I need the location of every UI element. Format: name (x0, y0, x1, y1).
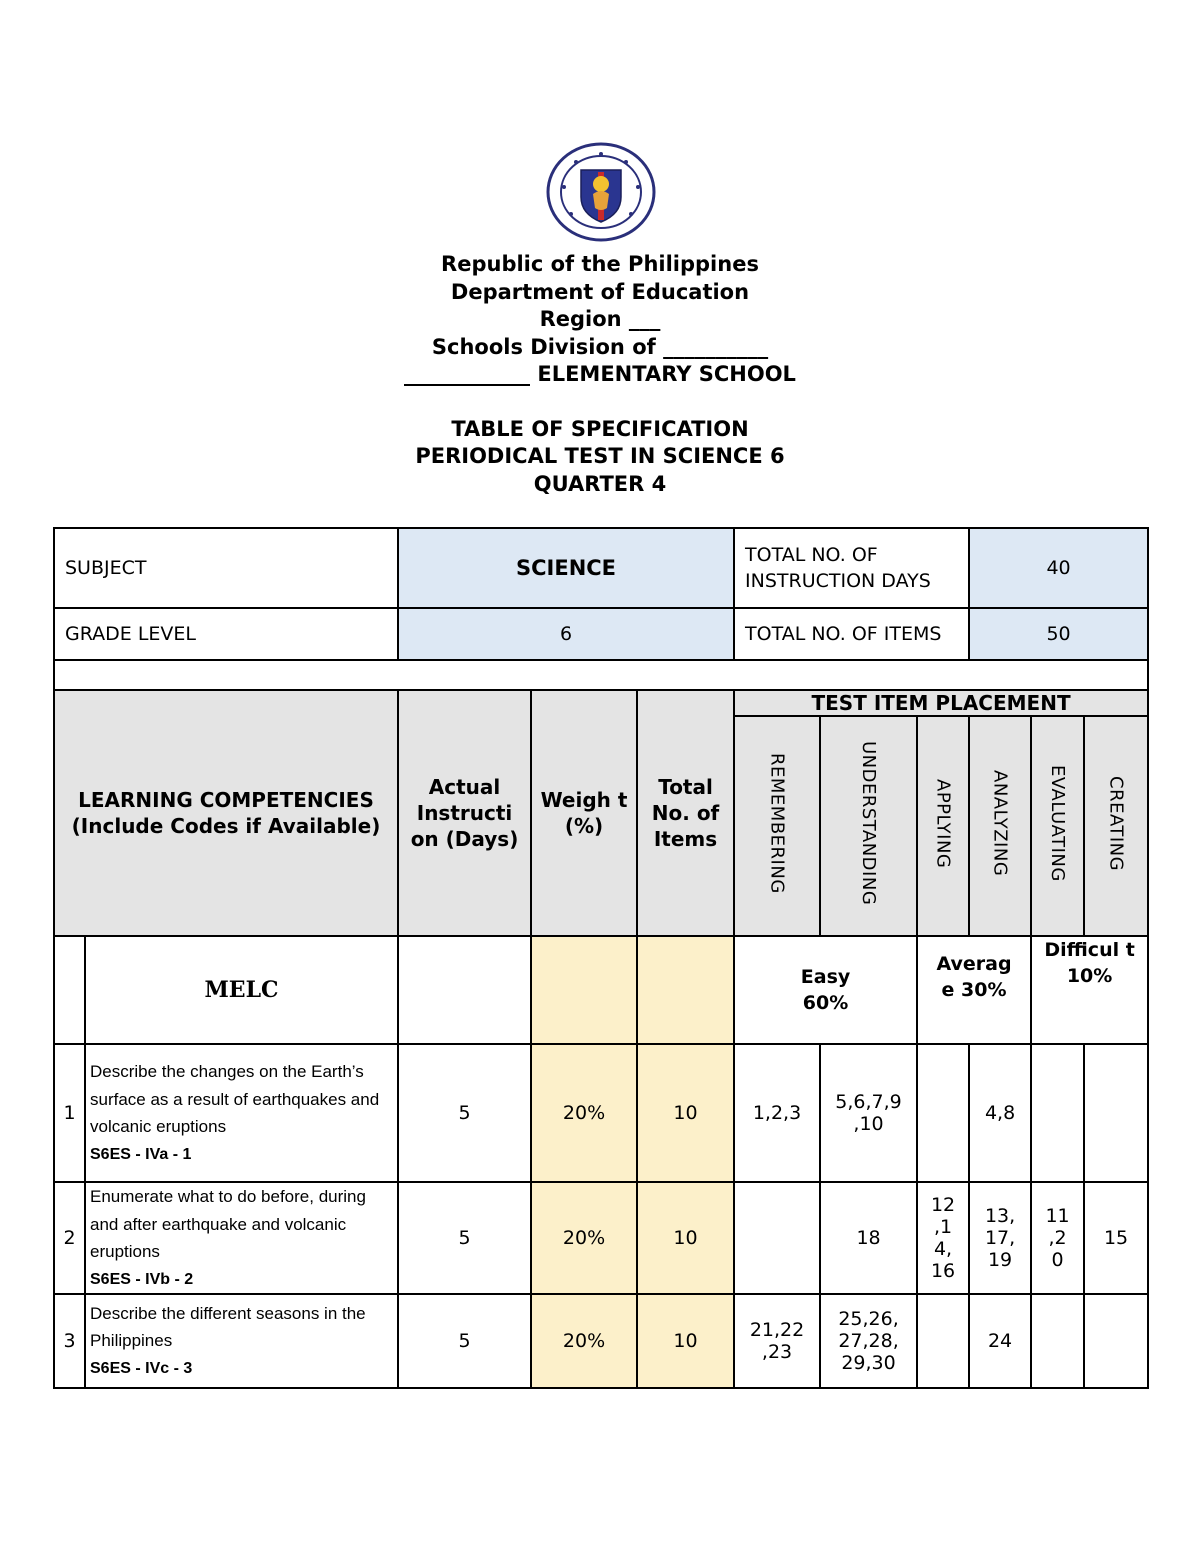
analyzing-header (969, 716, 1031, 936)
table-row (54, 1182, 1148, 1294)
competency-code: S6ES - IVb - 2 (90, 1270, 194, 1288)
understanding-header (820, 716, 917, 936)
evaluating-cell (1031, 1294, 1084, 1388)
creating-header (1084, 716, 1148, 936)
subject-value: SCIENCE (398, 528, 734, 608)
competency-code: S6ES - IVa - 1 (90, 1145, 192, 1163)
grade-label: GRADE LEVEL (54, 608, 398, 660)
melc-days-cell (398, 936, 531, 1044)
easy-difficulty: Easy 60% (734, 936, 917, 1044)
analyzing-label: ANALYZING (989, 770, 1011, 877)
competency-code: S6ES - IVc - 3 (90, 1359, 193, 1377)
header-republic: Republic of the Philippines (441, 252, 759, 276)
subject-row (54, 528, 1148, 608)
header-division: Schools Division of __________ (431, 334, 769, 359)
grade-row (54, 608, 1148, 660)
weight-cell: 20% (531, 1044, 637, 1182)
analyzing-cell: 13, 17, 19 (969, 1182, 1031, 1294)
items-cell: 10 (637, 1044, 734, 1182)
applying-cell: 12 ,1 4, 16 (917, 1182, 969, 1294)
applying-cell (917, 1294, 969, 1388)
test-item-placement-header: TEST ITEM PLACEMENT (734, 690, 1148, 716)
competency-cell (85, 1044, 398, 1182)
competency-text: Enumerate what to do before, during and after earthquake and volcanic eruptions (90, 1187, 366, 1261)
melc-label: MELC (85, 936, 398, 1044)
competency-text: Describe the different seasons in the Philippines (90, 1303, 366, 1351)
subject-label: SUBJECT (54, 528, 398, 608)
days-cell: 5 (398, 1182, 531, 1294)
melc-weight-cell (531, 936, 637, 1044)
remembering-label: REMEMBERING (766, 753, 788, 894)
remembering-cell: 1,2,3 (734, 1044, 820, 1182)
days-cell: 5 (398, 1044, 531, 1182)
analyzing-cell: 24 (969, 1294, 1031, 1388)
applying-header (917, 716, 969, 936)
creating-cell (1084, 1294, 1148, 1388)
row-number: 1 (54, 1044, 85, 1182)
evaluating-cell (1031, 1044, 1084, 1182)
document-header (0, 251, 1200, 498)
items-cell: 10 (637, 1182, 734, 1294)
analyzing-cell: 4,8 (969, 1044, 1031, 1182)
grade-value: 6 (398, 608, 734, 660)
remembering-cell (734, 1182, 820, 1294)
competency-text: Describe the changes on the Earth’s surface as a result of earthquakes and volcanic eruptions (90, 1062, 380, 1136)
remembering-cell: 21,22 ,23 (734, 1294, 820, 1388)
column-header-row (54, 690, 1148, 716)
evaluating-header (1031, 716, 1084, 936)
understanding-cell: 5,6,7,9 ,10 (820, 1044, 917, 1182)
melc-number-cell (54, 936, 85, 1044)
weight-header: Weigh t (%) (531, 690, 637, 936)
competency-cell (85, 1294, 398, 1388)
creating-cell: 15 (1084, 1182, 1148, 1294)
melc-row (54, 936, 1148, 1044)
table-of-specification (53, 527, 1149, 1389)
average-difficulty: Averag e 30% (917, 936, 1031, 1044)
understanding-cell: 25,26, 27,28, 29,30 (820, 1294, 917, 1388)
creating-cell (1084, 1044, 1148, 1182)
evaluating-cell: 11 ,2 0 (1031, 1182, 1084, 1294)
competency-cell (85, 1182, 398, 1294)
table-row (54, 1294, 1148, 1388)
row-number: 3 (54, 1294, 85, 1388)
weight-cell: 20% (531, 1294, 637, 1388)
total-items-value: 50 (969, 608, 1148, 660)
instruction-days-label: TOTAL NO. OF INSTRUCTION DAYS (734, 528, 969, 608)
weight-cell: 20% (531, 1182, 637, 1294)
document-quarter: QUARTER 4 (533, 471, 667, 496)
remembering-header (734, 716, 820, 936)
days-cell: 5 (398, 1294, 531, 1388)
learning-competencies-header: LEARNING COMPETENCIES (Include Codes if Available) (54, 690, 398, 936)
deped-seal-logo (546, 142, 656, 242)
instruction-days-header: Actual Instructi on (Days) (398, 690, 531, 936)
instruction-days-value: 40 (969, 528, 1148, 608)
header-school: ____________ ELEMENTARY SCHOOL (404, 362, 796, 386)
total-items-header: Total No. of Items (637, 690, 734, 936)
understanding-label: UNDERSTANDING (858, 741, 880, 906)
header-region: Region ___ (539, 307, 661, 331)
document-subtitle: PERIODICAL TEST IN SCIENCE 6 (415, 444, 785, 468)
creating-label: CREATING (1105, 775, 1127, 872)
spacer-row (54, 660, 1148, 690)
melc-items-cell (637, 936, 734, 1044)
total-items-label: TOTAL NO. OF ITEMS (734, 608, 969, 660)
header-department: Department of Education (450, 279, 750, 304)
understanding-cell: 18 (820, 1182, 917, 1294)
applying-label: APPLYING (932, 778, 954, 869)
difficult-difficulty: Difficul t 10% (1031, 936, 1148, 1044)
table-row (54, 1044, 1148, 1182)
items-cell: 10 (637, 1294, 734, 1388)
row-number: 2 (54, 1182, 85, 1294)
document-title: TABLE OF SPECIFICATION (451, 416, 749, 441)
applying-cell (917, 1044, 969, 1182)
evaluating-label: EVALUATING (1047, 765, 1069, 882)
